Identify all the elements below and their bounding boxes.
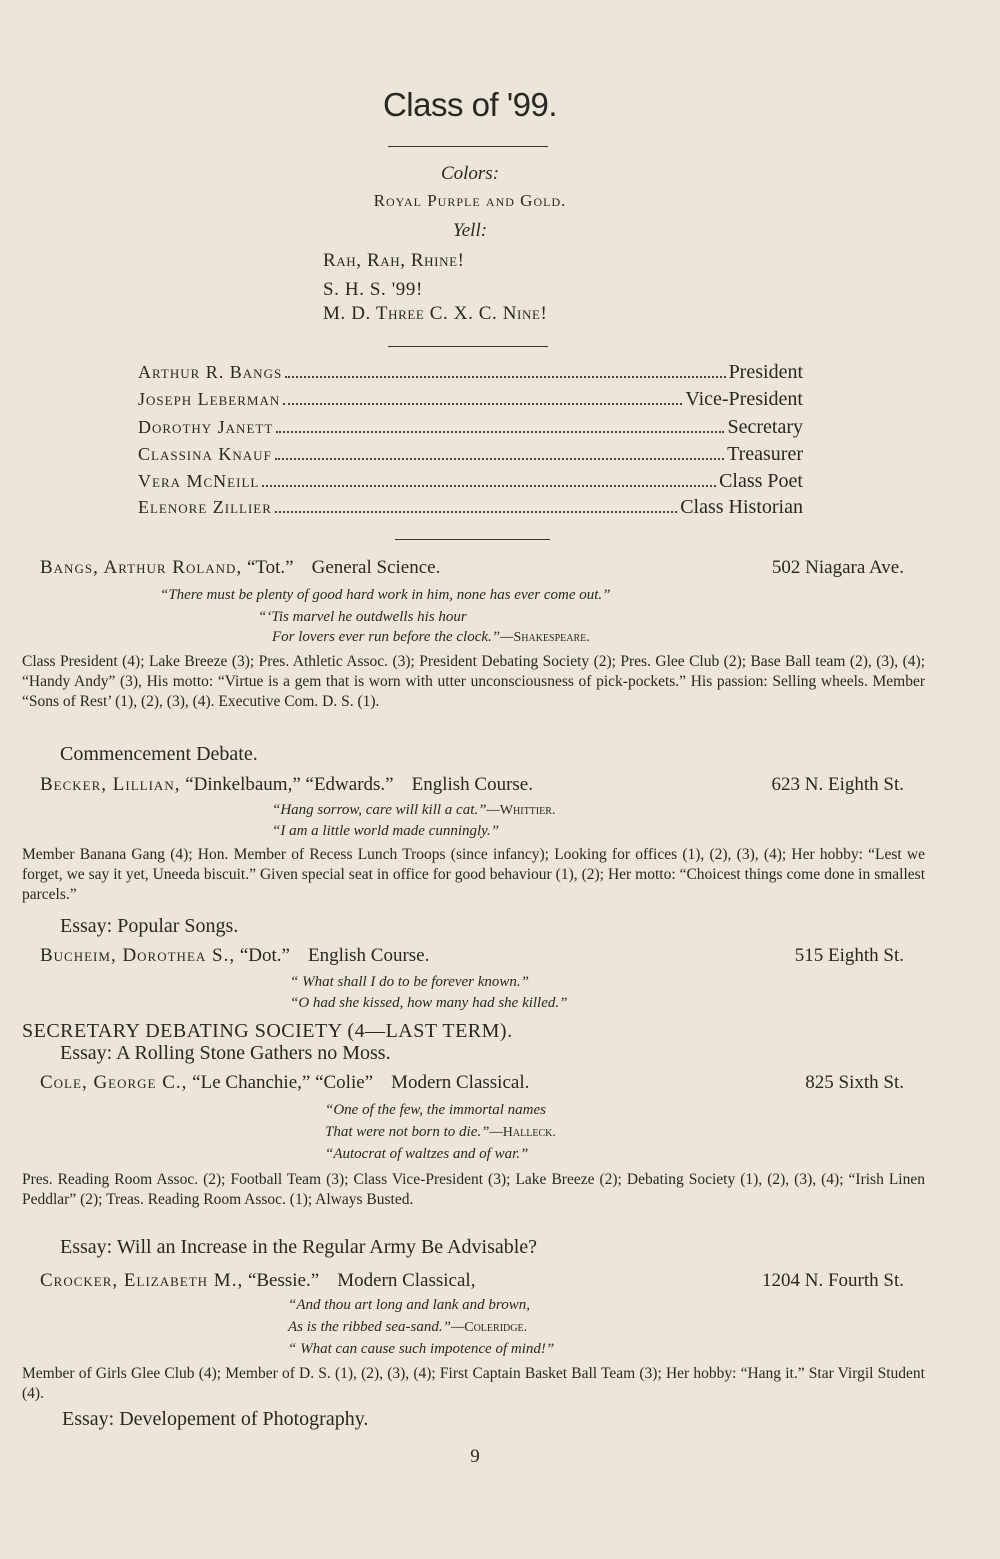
officer-role: Class Poet [719, 470, 803, 492]
colors-label: Colors: [440, 163, 500, 184]
member-address: 1204 N. Fourth St. [762, 1270, 904, 1291]
member-heading [40, 1270, 904, 1292]
member-quote: “ What shall I do to be forever known.” [290, 974, 530, 990]
member-address: 515 Eighth St. [794, 945, 904, 966]
member-record: SECRETARY DEBATING SOCIETY (4—LAST TERM). [22, 1020, 513, 1042]
officer-row [138, 443, 803, 466]
member-course: Modern Classical, [337, 1270, 476, 1291]
member-course: General Science. [311, 557, 441, 578]
essay-label: Essay: [60, 915, 113, 937]
member-essay [60, 915, 238, 938]
member-address: 502 Niagara Ave. [771, 557, 904, 578]
leader-dots [285, 376, 725, 378]
officer-row [138, 416, 803, 439]
member-name: Crocker, Elizabeth M., [40, 1270, 244, 1291]
essay-label: Essay: [60, 1236, 113, 1258]
member-course: English Course. [307, 945, 430, 966]
leader-dots [275, 511, 677, 513]
member-quote: That were not born to die.”—Halleck. [325, 1124, 556, 1140]
member-address: 623 N. Eighth St. [771, 774, 904, 795]
member-quote: “One of the few, the immortal names [325, 1102, 546, 1118]
leader-dots [275, 458, 724, 460]
essay-label: Essay: [62, 1408, 115, 1430]
essay-title: Will an Increase in the Regular Army Be Advisable? [116, 1236, 538, 1258]
yell-label: Yell: [452, 220, 488, 241]
colors-value: Royal Purple and Gold. [373, 191, 567, 210]
officer-name: Vera McNeill [138, 471, 260, 491]
member-quote: As is the ribbed sea-sand.”—Coleridge. [288, 1319, 528, 1335]
officer-name: Arthur R. Bangs [138, 362, 283, 382]
member-essay: Commencement Debate. [60, 743, 258, 765]
officer-name: Dorothy Janett [138, 417, 274, 437]
officer-role: Secretary [727, 416, 803, 438]
member-quote: “Autocrat of waltzes and of war.” [325, 1146, 529, 1162]
divider [395, 539, 550, 540]
member-quote: “And thou art long and lank and brown, [288, 1297, 530, 1313]
member-address: 825 Sixth St. [805, 1072, 904, 1093]
member-course: Modern Classical. [391, 1072, 530, 1093]
member-nickname: “Dot.” [239, 945, 290, 966]
member-heading [40, 945, 904, 967]
officer-name: Joseph Leberman [138, 389, 281, 409]
officer-row [138, 388, 803, 411]
essay-title: A Rolling Stone Gathers no Moss. [116, 1042, 391, 1064]
officer-row [138, 361, 803, 384]
member-heading [40, 1072, 904, 1094]
leader-dots [283, 403, 682, 405]
member-nickname: “Le Chanchie,” “Colie” [192, 1072, 374, 1093]
essay-title: Popular Songs. [117, 915, 239, 937]
member-quote: “I am a little world made cunningly.” [272, 823, 500, 839]
essay-label: Essay: [60, 1042, 113, 1064]
officer-row [138, 496, 803, 519]
officer-row [138, 470, 803, 493]
officer-role: Treasurer [727, 443, 803, 465]
member-record: Member of Girls Glee Club (4); Member of D. S. (1), (2), (3), (4); First Captain Basket Ball Team (3); Her hobby: “Hang it.” Star Virgil Student (4). [22, 1365, 925, 1402]
page-number: 9 [470, 1446, 480, 1467]
member-nickname: “Dinkelbaum,” “Edwards.” [185, 774, 394, 795]
officer-role: Vice-President [685, 388, 803, 410]
leader-dots [276, 431, 724, 433]
essay-title: Developement of Photography. [119, 1408, 369, 1430]
member-name: Cole, George C., [40, 1072, 188, 1093]
member-name: Becker, Lillian, [40, 774, 181, 795]
member-quote: “There must be plenty of good hard work in him, none has ever come out.” [160, 587, 611, 603]
member-quote: “Hang sorrow, care will kill a cat.”—Whittier. [272, 802, 556, 818]
leader-dots [262, 485, 716, 487]
officer-name: Elenore Zillier [138, 497, 272, 517]
yell-line: Rah, Rah, Rhine! [323, 250, 465, 271]
officer-role: Class Historian [680, 496, 803, 518]
member-quote: For lovers ever run before the clock.”—Shakespeare. [272, 629, 590, 645]
yell-line: S. H. S. '99! [323, 279, 423, 300]
member-course: English Course. [411, 774, 533, 795]
member-name: Bucheim, Dorothea S., [40, 945, 236, 966]
yell-line: M. D. Three C. X. C. Nine! [323, 303, 548, 324]
member-essay [62, 1408, 368, 1431]
member-heading [40, 774, 904, 796]
member-nickname: “Bessie.” [247, 1270, 320, 1291]
member-quote: “O had she kissed, how many had she killed.” [290, 995, 568, 1011]
member-record: Member Banana Gang (4); Hon. Member of Recess Lunch Troops (since infancy); Looking for offices (1), (2), (3), (4); Her hobby: “Lest we forget, we say it yet, Uneeda biscuit.” Given special seat in office for good behaviour (1), (2); Her motto: “Choicest things come done in smallest parcels.” [22, 846, 925, 903]
member-record: Class President (4); Lake Breeze (3); Pres. Athletic Assoc. (3); President Debating Society (2); Pres. Glee Club (2); Base Ball team (2), (3), (4); “Handy Andy” (3), His motto: “Virtue is a gem that is worn with utter unconsciousness of pick-pockets.” His passion: Selling wheels. Member “Sons of Rest’ (1), (2), (3), (4). Executive Com. D. S. (1). [22, 653, 925, 710]
member-heading [40, 557, 904, 579]
member-record: Pres. Reading Room Assoc. (2); Football Team (3); Class Vice-President (3); Lake Breeze (2); Debating Society (1), (2), (3), (4); “Irish Linen Peddlar” (2); Treas. Reading Room Assoc. (1); Always Busted. [22, 1171, 925, 1208]
member-nickname: “Tot.” [246, 557, 294, 578]
member-essay [60, 1042, 391, 1065]
divider [388, 146, 548, 147]
officer-name: Classina Knauf [138, 444, 272, 464]
page-title: Class of '99. [382, 86, 558, 123]
officer-role: President [728, 361, 803, 383]
member-name: Bangs, Arthur Roland, [40, 557, 243, 578]
member-essay [60, 1236, 537, 1259]
member-quote: “ What can cause such impotence of mind!” [288, 1341, 555, 1357]
member-quote: “‘Tis marvel he outdwells his hour [258, 609, 467, 625]
divider [388, 346, 548, 347]
